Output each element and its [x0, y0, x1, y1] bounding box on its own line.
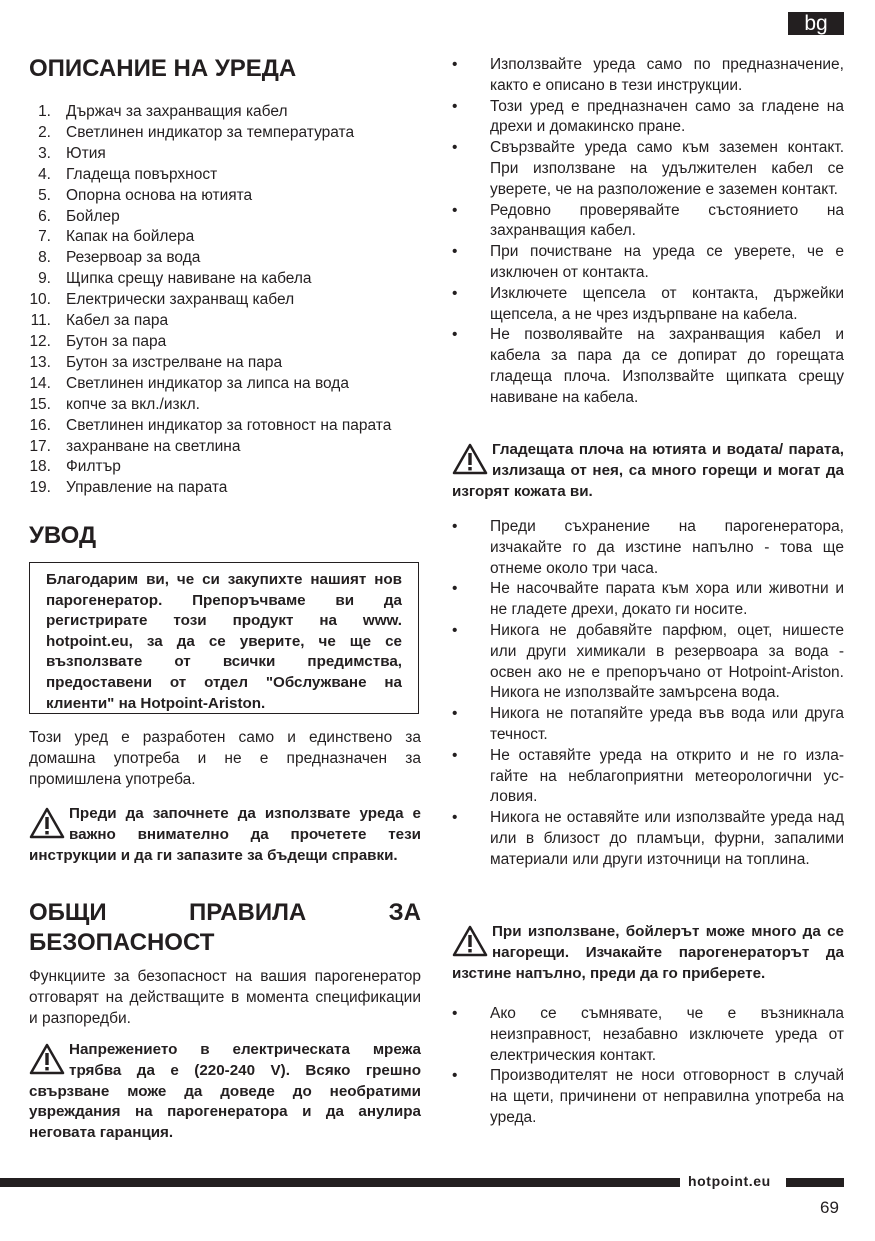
list-item-number: 14. — [29, 374, 51, 392]
warning-read-instructions — [29, 804, 421, 866]
bullet-text: Изключете щепсела от контакта, държейки щепсела, а не чрез издърпване на кабела. — [490, 284, 844, 323]
bullet-icon: • — [452, 243, 458, 261]
warning-icon — [452, 925, 488, 957]
bullet-text: Редовно проверявайте състоянието на захранващия кабел. — [490, 201, 844, 240]
list-item-number: 3. — [38, 144, 51, 162]
bullet-text: Никога не оставяйте или използвайте уреда над или в близост до пламъци, фурни, запалими материали или други източници на топлина. — [490, 809, 844, 868]
parts-list — [29, 102, 391, 499]
safety-title-word: ОБЩИ — [29, 899, 107, 926]
bullet-text: Не оставяйте уреда на открито и не го изла-гайте на неблагоприятни метеорологични ус-ловия. — [490, 746, 844, 806]
bullet-text: Не позволявайте на захранващия кабел и кабела за пара да се допират до горещата гладеща плоча. Използвайте щипката срещу навиване на кабела. — [490, 326, 844, 406]
list-item-number: 18. — [29, 458, 51, 476]
language-badge: bg — [788, 12, 844, 35]
list-item — [29, 311, 391, 332]
list-item — [29, 478, 391, 499]
list-item-number: 4. — [38, 165, 51, 183]
section-title-safety-line2: БЕЗОПАСНОСТ — [29, 929, 215, 956]
list-item-number: 1. — [38, 103, 51, 120]
list-item-number: 10. — [29, 291, 51, 309]
list-item — [29, 374, 391, 395]
warning-voltage — [29, 1040, 421, 1144]
section-title-description: ОПИСАНИЕ НА УРЕДА — [29, 55, 297, 82]
list-item-number: 16. — [29, 416, 51, 434]
intro-paragraph: Този уред е разработен само и единствено за домашна употреба и не е предназначен за промишлена употреба. — [29, 729, 421, 788]
safety-title-word: ЗА — [388, 899, 421, 926]
bullet-icon: • — [452, 201, 458, 219]
safety-title-word: ПРАВИЛА — [189, 899, 307, 926]
bullet-icon: • — [452, 621, 458, 639]
bullet-text: Никога не добавяйте парфюм, оцет, нишесте или други химикали в резервоара за вода - освен ако не е препоръчано от Hotpoint-Ariston. Никога не използвайте замърсена вода. — [490, 621, 844, 702]
bullet-icon: • — [452, 139, 458, 157]
bullet-item — [452, 138, 844, 200]
list-item-text: Филтър — [66, 458, 121, 476]
list-item-number: 7. — [38, 228, 51, 246]
bullet-icon: • — [452, 284, 458, 302]
list-item — [29, 144, 391, 165]
page-number: 69 — [820, 1198, 839, 1217]
bullet-item — [452, 1066, 844, 1128]
list-item-text: Гладеща повърхност — [66, 165, 218, 183]
list-item-text: Щипка срещу навиване на кабела — [66, 270, 312, 288]
list-item-text: Опорна основа на ютията — [66, 186, 253, 204]
bullet-item — [452, 284, 844, 326]
list-item — [29, 102, 391, 123]
safety-paragraph: Функциите за безопасност на вашия парогенератор отговарят на действащите в момента спецификации и разпоредби. — [29, 968, 421, 1027]
warning-text: Напрежението в електрическата мрежа трябва да е (220-240 V). Всяко грешно свързване може да доведе до необратими увреждания на парогенератора и да анулира неговата гаранция. — [29, 1041, 421, 1142]
list-item-number: 15. — [29, 395, 51, 413]
list-item — [29, 248, 391, 269]
welcome-box: Благодарим ви, че си закупихте нашият нов парогенератор. Препоръчваме ви да регистрирате този продукт на www. hotpoint.eu, за да се уверите, че ще се възползвате от всички предимства, предоставени от отдел "Обслужване на клиенти" на Hotpoint-Ariston. — [29, 562, 419, 714]
list-item — [29, 416, 391, 437]
bullet-icon: • — [452, 518, 458, 535]
bullet-icon: • — [452, 705, 458, 723]
footer-bar — [0, 1178, 680, 1187]
list-item — [29, 457, 391, 478]
list-item-number: 5. — [38, 186, 51, 204]
list-item-number: 2. — [38, 123, 51, 141]
list-item-text: Светлинен индикатор за температурата — [66, 123, 355, 141]
list-item-number: 13. — [29, 353, 51, 371]
warning-icon — [29, 807, 65, 839]
warning-text: Гладещата плоча на ютията и водата/ парата, излизаща от нея, са много горещи и могат да изгорят кожата ви. — [452, 441, 844, 500]
list-item-text: Бутон за изстрелване на пара — [66, 353, 283, 371]
list-item-number: 6. — [38, 207, 51, 225]
list-item — [29, 123, 391, 144]
list-item-number: 8. — [38, 249, 51, 267]
warning-hot-boiler — [452, 922, 844, 984]
bullet-text: Производителят не носи отговорност в случай на щети, причинени от неправилна употреба на уреда. — [490, 1067, 844, 1126]
list-item-text: Кабел за пара — [66, 312, 169, 330]
bullet-item — [452, 704, 844, 746]
bullet-item — [452, 517, 844, 579]
list-item-text: Управление на парата — [66, 479, 228, 497]
bullet-text: Ако се съмнявате, че е възникнала неизправност, незабавно изключете уреда от електрическия контакт. — [490, 1005, 844, 1064]
bullet-item — [452, 621, 844, 704]
bullet-item — [452, 746, 844, 808]
bullet-item — [452, 97, 844, 139]
list-item-text: Резервоар за вода — [66, 249, 201, 267]
section-title-intro: УВОД — [29, 522, 97, 549]
list-item-number: 12. — [29, 332, 51, 350]
list-item-text: копче за вкл./изкл. — [66, 395, 200, 413]
list-item-text: захранване на светлина — [66, 437, 241, 455]
bullet-icon: • — [452, 809, 458, 827]
list-item — [29, 269, 391, 290]
safety-bullets-1 — [452, 55, 844, 409]
warning-icon — [452, 443, 488, 475]
warning-text: Преди да започнете да използвате уреда е важно внимателно да прочетете тези инструкции и да ги запазите за бъдещи справки. — [29, 805, 421, 864]
bullet-text: Този уред е предназначен само за гладене на дрехи и домакинско пране. — [490, 97, 844, 136]
warning-hot-plate — [452, 440, 844, 502]
bullet-item — [452, 201, 844, 243]
warning-icon — [29, 1043, 65, 1075]
bullet-text: Не насочвайте парата към хора или животни и не гладете дрехи, докато ги носите. — [490, 580, 844, 619]
list-item-text: Държач за захранващия кабел — [66, 103, 288, 120]
list-item — [29, 227, 391, 248]
bullet-icon: • — [452, 1005, 458, 1022]
bullet-text: Използвайте уреда само по предназначение, както е описано в тези инструкции. — [490, 56, 844, 94]
list-item-number: 11. — [30, 312, 51, 330]
footer-brand: hotpoint.eu — [688, 1173, 771, 1189]
bullet-text: При почистване на уреда се уверете, че е изключен от контакта. — [490, 243, 844, 281]
bullet-icon: • — [452, 746, 458, 764]
list-item — [29, 165, 391, 186]
bullet-item — [452, 1004, 844, 1066]
bullet-item — [452, 579, 844, 621]
bullet-icon: • — [452, 580, 458, 598]
bullet-icon: • — [452, 97, 458, 115]
safety-bullets-2 — [452, 517, 844, 871]
bullet-text: Свързвайте уреда само към заземен контакт. При използване на удължителен кабел се уверете, че на разположение е заземен контакт. — [490, 139, 844, 198]
list-item-number: 17. — [29, 437, 51, 455]
safety-bullets-3 — [452, 1004, 844, 1129]
list-item — [29, 186, 391, 207]
list-item — [29, 353, 391, 374]
list-item — [29, 290, 391, 311]
bullet-item — [452, 55, 844, 97]
list-item — [29, 207, 391, 228]
bullet-text: Преди съхранение на парогенератора, изчакайте го да изстине напълно - това ще отнеме около три часа. — [490, 518, 844, 577]
list-item-text: Ютия — [66, 144, 106, 162]
list-item-text: Електрически захранващ кабел — [66, 291, 295, 309]
bullet-item — [452, 808, 844, 870]
section-title-safety — [29, 898, 421, 928]
bullet-icon: • — [452, 56, 458, 73]
bullet-item — [452, 325, 844, 408]
list-item-text: Светлинен индикатор за липса на вода — [66, 374, 349, 392]
list-item — [29, 437, 391, 458]
warning-text: При използване, бойлерът може много да се нагорещи. Изчакайте парогенераторът да изстине напълно, преди да го приберете. — [452, 923, 844, 982]
bullet-icon: • — [452, 326, 458, 344]
list-item — [29, 332, 391, 353]
footer-bar-end — [786, 1178, 844, 1187]
bullet-icon: • — [452, 1067, 458, 1085]
list-item-number: 9. — [38, 270, 51, 288]
list-item-number: 19. — [29, 479, 51, 497]
list-item-text: Бойлер — [66, 207, 120, 225]
list-item-text: Капак на бойлера — [66, 228, 195, 246]
bullet-item — [452, 242, 844, 284]
list-item-text: Светлинен индикатор за готовност на парата — [66, 416, 392, 434]
list-item — [29, 395, 391, 416]
bullet-text: Никога не потапяйте уреда във вода или друга течност. — [490, 705, 844, 743]
list-item-text: Бутон за пара — [66, 332, 167, 350]
